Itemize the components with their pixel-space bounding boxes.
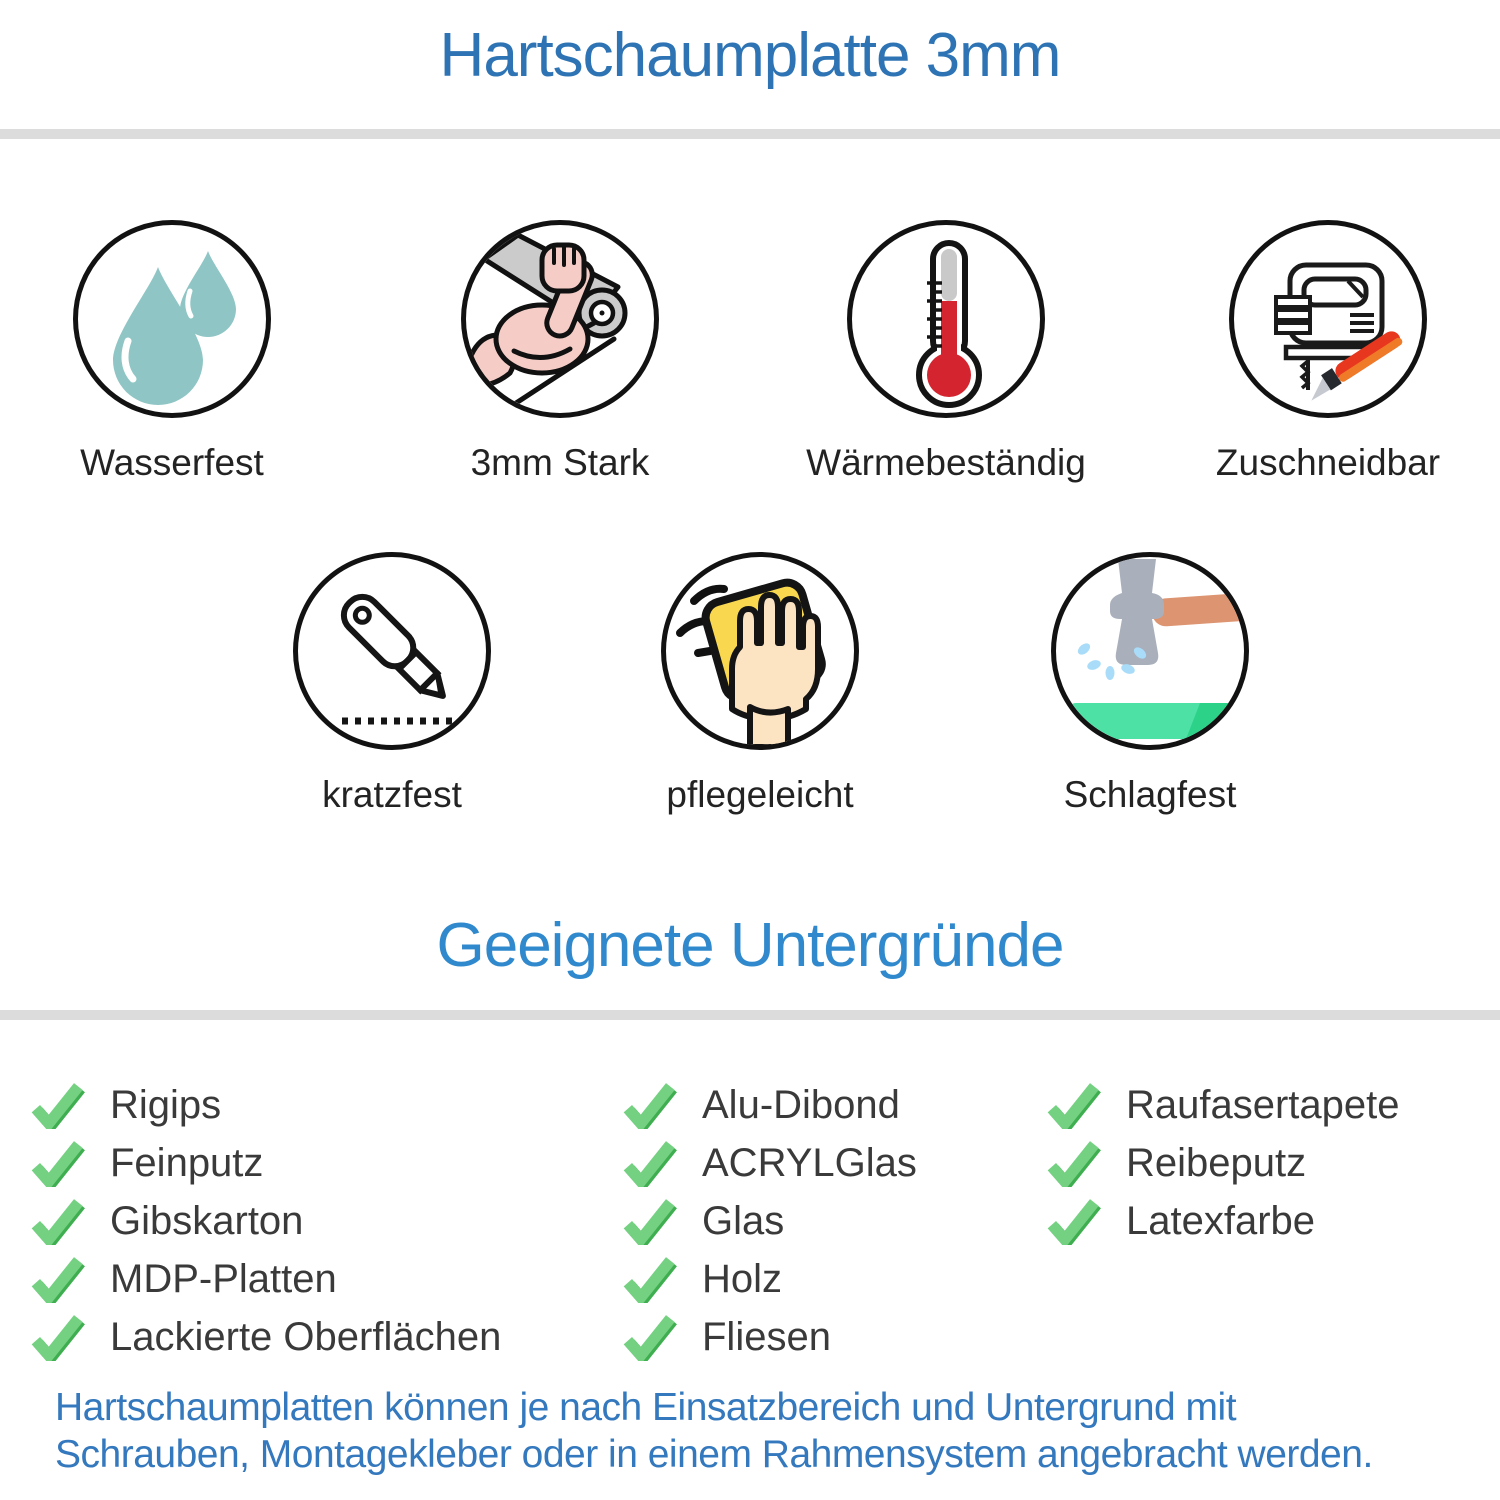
- section-title: Geeignete Untergründe: [436, 911, 1064, 980]
- list-item: [622, 1250, 917, 1308]
- substrate-label: Raufasertapete: [1126, 1082, 1400, 1127]
- substrate-label: Reibeputz: [1126, 1140, 1307, 1185]
- list-item: [30, 1134, 501, 1192]
- substrate-label: Lackierte Oberflächen: [110, 1314, 502, 1359]
- thermometer-icon: [847, 220, 1045, 418]
- substrate-column-2: [622, 1076, 917, 1366]
- checkmark-icon: [30, 1197, 86, 1245]
- list-item: [622, 1308, 917, 1366]
- checkmark-icon: [622, 1255, 678, 1303]
- checkmark-icon: [622, 1197, 678, 1245]
- feature-label: Schlagfest: [1063, 774, 1237, 815]
- list-item: [30, 1250, 501, 1308]
- substrate-label: Fliesen: [702, 1314, 831, 1359]
- substrate-label: Glas: [702, 1198, 785, 1243]
- substrate-label: Alu-Dibond: [702, 1082, 900, 1127]
- feature-label: Wärmebeständig: [806, 442, 1086, 483]
- feature-label: kratzfest: [322, 774, 462, 815]
- feature-label: 3mm Stark: [470, 442, 650, 483]
- feature-pflegeleicht: [560, 552, 960, 816]
- substrate-label: Gibskarton: [110, 1198, 304, 1243]
- mounting-note-line1: Hartschaumplatten können je nach Einsatzbereich und Untergrund mit: [55, 1386, 1237, 1429]
- checkmark-icon: [1046, 1197, 1102, 1245]
- checkmark-icon: [622, 1313, 678, 1361]
- list-item: [622, 1192, 917, 1250]
- page-title: Hartschaumplatte 3mm: [439, 21, 1061, 90]
- substrate-label: ACRYLGlas: [702, 1140, 917, 1185]
- hammer-impact-icon: [1051, 552, 1249, 750]
- feature-kratzfest: [192, 552, 592, 816]
- substrate-column-3: [1046, 1076, 1400, 1250]
- checkmark-icon: [622, 1139, 678, 1187]
- substrate-label: Holz: [702, 1256, 783, 1301]
- substrate-column-1: [30, 1076, 501, 1366]
- list-item: [30, 1308, 501, 1366]
- substrate-label: Rigips: [110, 1082, 222, 1127]
- feature-wasserfest: [0, 220, 372, 484]
- divider-bar: [0, 1010, 1500, 1020]
- feature-label: pflegeleicht: [666, 774, 854, 815]
- water-drops-icon: [73, 220, 271, 418]
- checkmark-icon: [622, 1081, 678, 1129]
- list-item: [1046, 1134, 1400, 1192]
- mounting-note-line2: Schrauben, Montagekleber oder in einem Rahmensystem angebracht werden.: [55, 1433, 1373, 1476]
- checkmark-icon: [30, 1255, 86, 1303]
- jigsaw-cutter-icon: [1229, 220, 1427, 418]
- list-item: [622, 1076, 917, 1134]
- checkmark-icon: [30, 1313, 86, 1361]
- substrate-label: Feinputz: [110, 1140, 264, 1185]
- feature-label: Wasserfest: [80, 442, 264, 483]
- checkmark-icon: [1046, 1081, 1102, 1129]
- muscle-arm-icon: [461, 220, 659, 418]
- mounting-note: [55, 1384, 1373, 1478]
- feature-schlagfest: [950, 552, 1350, 816]
- list-item: [1046, 1076, 1400, 1134]
- checkmark-icon: [30, 1081, 86, 1129]
- substrate-label: Latexfarbe: [1126, 1198, 1316, 1243]
- list-item: [622, 1134, 917, 1192]
- feature-waermebestaendig: [746, 220, 1146, 484]
- list-item: [30, 1076, 501, 1134]
- checkmark-icon: [30, 1139, 86, 1187]
- feature-3mm-stark: [360, 220, 760, 484]
- substrate-label: MDP-Platten: [110, 1256, 337, 1301]
- checkmark-icon: [1046, 1139, 1102, 1187]
- list-item: [30, 1192, 501, 1250]
- divider-bar: [0, 129, 1500, 139]
- feature-zuschneidbar: [1128, 220, 1500, 484]
- list-item: [1046, 1192, 1400, 1250]
- utility-knife-icon: [293, 552, 491, 750]
- wiping-hand-icon: [661, 552, 859, 750]
- feature-label: Zuschneidbar: [1215, 442, 1441, 483]
